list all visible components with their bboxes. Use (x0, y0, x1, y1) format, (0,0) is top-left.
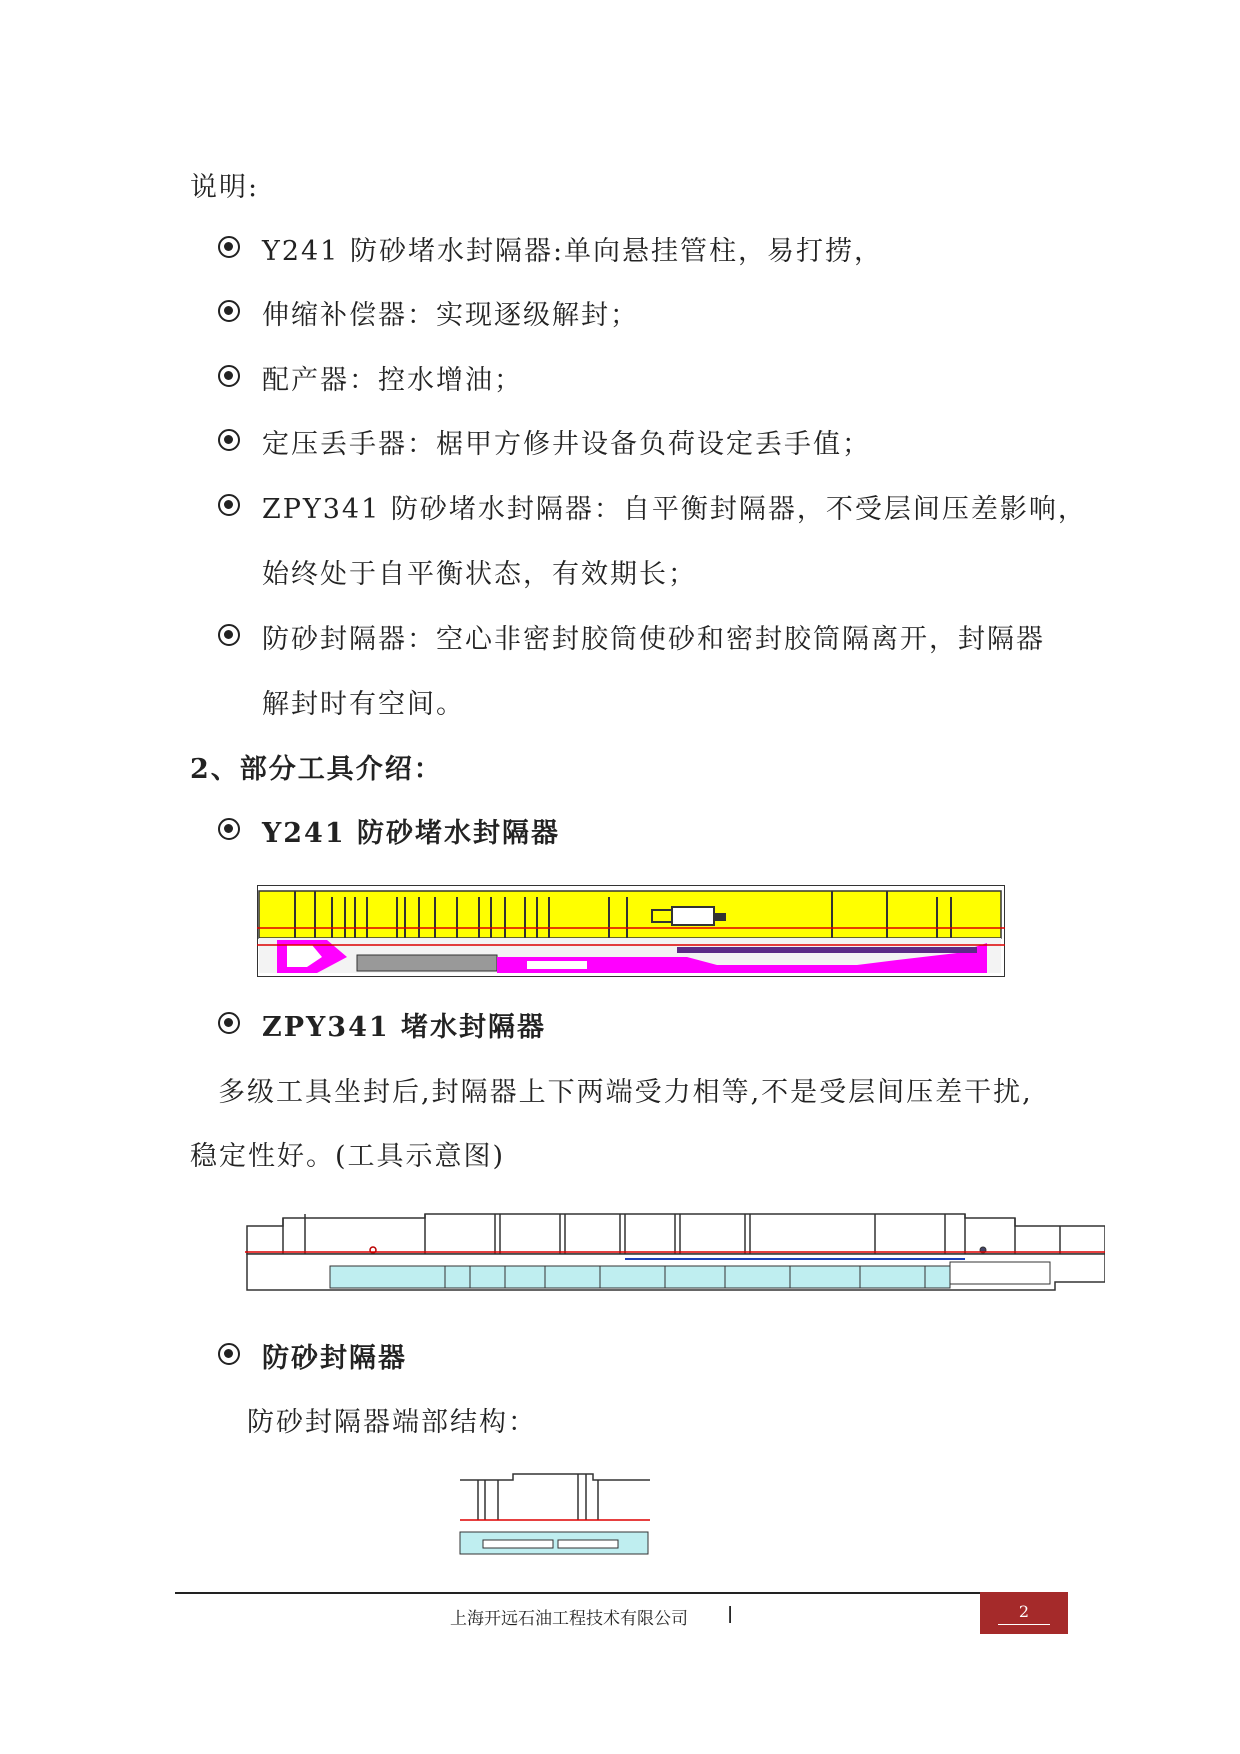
page-number-box (980, 1592, 1068, 1634)
bullet-icon (218, 365, 240, 387)
page-number: 2 (1018, 1602, 1030, 1621)
bullet-text-2: 伸缩补偿器：实现逐级解封； (262, 300, 639, 331)
section-heading: 2、部分工具介绍： (190, 754, 443, 785)
sand-control-packer-end-diagram (458, 1470, 650, 1558)
y241-packer-diagram (257, 885, 1005, 977)
footer-company: 上海开远石油工程技术有限公司 (450, 1609, 688, 1629)
tool-desc-zpy341-line1: 多级工具坐封后,封隔器上下两端受力相等,不是受层间压差干扰, (218, 1077, 1033, 1108)
bullet-icon (218, 1343, 240, 1365)
bullet-icon (218, 624, 240, 646)
bullet-icon (218, 1012, 240, 1034)
bullet-icon (218, 818, 240, 840)
bullet-icon (218, 429, 240, 451)
zpy341-packer-diagram (245, 1210, 1105, 1298)
bullet-text-3: 配产器：控水增油； (262, 365, 523, 396)
bullet-text-5-continued: 始终处于自平衡状态，有效期长； (262, 559, 697, 590)
bullet-text-5: ZPY341 防砂堵水封隔器：自平衡封隔器，不受层间压差影响， (262, 494, 1087, 525)
page-number-underline (998, 1624, 1050, 1625)
bullet-icon (218, 494, 240, 516)
tool-desc-sand-control: 防砂封隔器端部结构： (247, 1407, 537, 1438)
tool-title-y241: Y241 防砂堵水封隔器 (262, 818, 561, 849)
bullet-text-6-continued: 解封时有空间。 (262, 689, 465, 720)
bullet-text-1: Y241 防砂堵水封隔器:单向悬挂管柱，易打捞， (262, 236, 884, 267)
bullet-text-4: 定压丢手器：椐甲方修井设备负荷设定丢手值； (262, 429, 871, 460)
tool-title-zpy341: ZPY341 堵水封隔器 (262, 1012, 547, 1043)
tool-desc-zpy341-line2: 稳定性好。(工具示意图) (190, 1141, 506, 1172)
footer-divider (175, 1592, 1065, 1594)
bullet-icon (218, 236, 240, 258)
tool-title-sand-control: 防砂封隔器 (262, 1343, 407, 1374)
intro-label: 说明: (190, 172, 260, 203)
footer-separator: | (727, 1604, 734, 1624)
bullet-icon (218, 300, 240, 322)
bullet-text-6: 防砂封隔器：空心非密封胶筒使砂和密封胶筒隔离开，封隔器 (262, 624, 1045, 655)
